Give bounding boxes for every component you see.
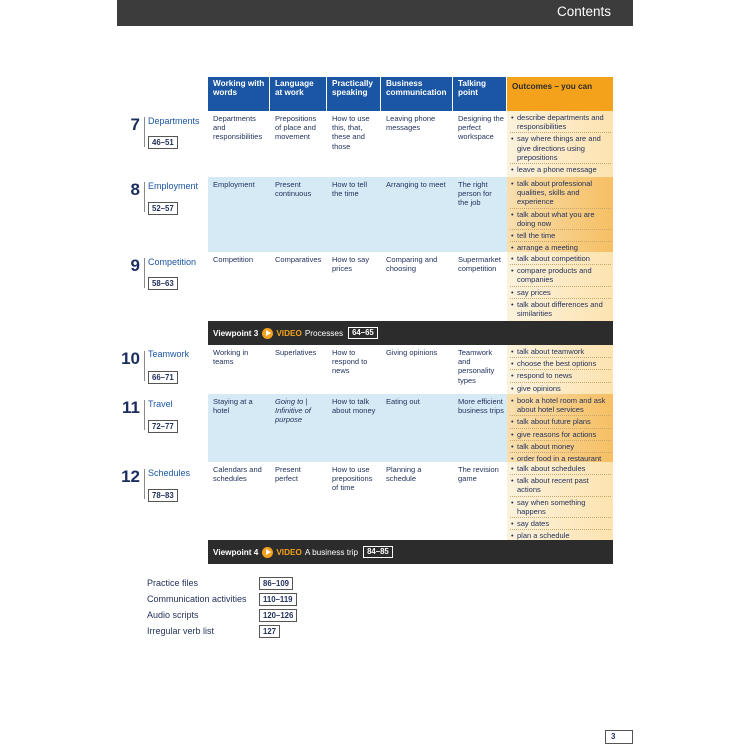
unit-title[interactable]: Teamwork bbox=[148, 349, 190, 359]
outcome-item: • tell the time bbox=[510, 231, 611, 242]
table-cell: Planning a schedule bbox=[381, 462, 453, 540]
outcome-item: • talk about schedules bbox=[510, 464, 611, 475]
outcome-item: • talk about future plans bbox=[510, 417, 611, 428]
outcomes-cell bbox=[507, 462, 613, 540]
outcome-item: • talk about competition bbox=[510, 254, 611, 265]
table-cell: Designing the perfect workspace bbox=[453, 111, 507, 177]
extra-pages[interactable]: 86–109 bbox=[259, 577, 293, 590]
unit-pages[interactable]: 72–77 bbox=[148, 420, 178, 433]
table-cell: Present perfect bbox=[270, 462, 327, 540]
outcome-item: • talk about teamwork bbox=[510, 347, 611, 358]
unit-divider bbox=[144, 469, 145, 499]
table-cell: The revision game bbox=[453, 462, 507, 540]
table-cell: Eating out bbox=[381, 394, 453, 462]
unit-number: 8 bbox=[130, 180, 140, 199]
table-row bbox=[208, 252, 613, 321]
column-header: Working with words bbox=[208, 77, 270, 111]
viewpoint-topic: Processes bbox=[304, 328, 344, 338]
outcome-item: • compare products and companies bbox=[510, 266, 611, 286]
unit-label-10 bbox=[117, 347, 208, 387]
unit-divider bbox=[144, 182, 145, 212]
list-item bbox=[147, 608, 307, 624]
outcome-item: • respond to news bbox=[510, 371, 611, 382]
table-cell: How to use this, that, these and those bbox=[327, 111, 381, 177]
unit-number: 10 bbox=[121, 349, 140, 368]
table-row bbox=[208, 345, 613, 394]
viewpoint-topic: A business trip bbox=[304, 547, 359, 557]
table-cell: Going to | Infinitive of purpose bbox=[270, 394, 327, 462]
unit-divider bbox=[144, 117, 145, 147]
table-cell: Prepositions of place and movement bbox=[270, 111, 327, 177]
viewpoint-bar[interactable] bbox=[208, 321, 613, 345]
column-header: Practically speaking bbox=[327, 77, 381, 111]
outcome-item: • arrange a meeting bbox=[510, 243, 611, 253]
video-label: VIDEO bbox=[276, 328, 302, 338]
outcomes-cell bbox=[507, 394, 613, 462]
extra-label[interactable]: Irregular verb list bbox=[147, 626, 215, 636]
outcome-item: • choose the best options bbox=[510, 359, 611, 370]
extra-pages[interactable]: 120–126 bbox=[259, 609, 297, 622]
outcome-item: • say where things are and give directions using prepositions bbox=[510, 134, 611, 164]
table-cell: How to talk about money bbox=[327, 394, 381, 462]
contents-table bbox=[208, 77, 613, 564]
table-cell: How to tell the time bbox=[327, 177, 381, 252]
table-row bbox=[208, 462, 613, 540]
unit-label-9 bbox=[117, 254, 208, 294]
table-cell: Supermarket competition bbox=[453, 252, 507, 321]
table-cell: Comparing and choosing bbox=[381, 252, 453, 321]
unit-label-7 bbox=[117, 113, 208, 153]
column-header: Talking point bbox=[453, 77, 507, 111]
list-item bbox=[147, 592, 307, 608]
table-cell: Present continuous bbox=[270, 177, 327, 252]
outcomes-cell bbox=[507, 252, 613, 321]
table-cell: The right person for the job bbox=[453, 177, 507, 252]
table-cell: Teamwork and personality types bbox=[453, 345, 507, 394]
header-bar bbox=[117, 0, 633, 26]
unit-divider bbox=[144, 258, 145, 288]
list-item bbox=[147, 576, 307, 592]
unit-number: 7 bbox=[130, 115, 140, 134]
page-title: Contents bbox=[556, 4, 611, 19]
unit-title[interactable]: Employment bbox=[148, 181, 199, 191]
unit-title[interactable]: Competition bbox=[148, 257, 197, 267]
unit-number: 9 bbox=[130, 256, 140, 275]
outcome-item: • talk about recent past actions bbox=[510, 476, 611, 496]
outcome-item: • give opinions bbox=[510, 384, 611, 394]
outcomes-cell bbox=[507, 111, 613, 177]
outcome-item: • plan a schedule bbox=[510, 531, 611, 541]
table-cell: Giving opinions bbox=[381, 345, 453, 394]
outcome-item: • talk about differences and similarities bbox=[510, 300, 611, 319]
unit-number: 12 bbox=[121, 467, 140, 486]
table-cell: Superlatives bbox=[270, 345, 327, 394]
table-cell: Comparatives bbox=[270, 252, 327, 321]
extra-pages[interactable]: 110–119 bbox=[259, 593, 297, 606]
outcomes-cell bbox=[507, 177, 613, 252]
table-cell: How to use prepositions of time bbox=[327, 462, 381, 540]
outcome-item: • order food in a restaurant bbox=[510, 454, 611, 464]
viewpoint-bar[interactable] bbox=[208, 540, 613, 564]
unit-divider bbox=[144, 351, 145, 381]
outcome-item: • talk about professional qualities, skills and experience bbox=[510, 179, 611, 209]
viewpoint-pages[interactable]: 64–65 bbox=[348, 327, 378, 339]
table-cell: Arranging to meet bbox=[381, 177, 453, 252]
column-header: Business communication bbox=[381, 77, 453, 111]
unit-divider bbox=[144, 400, 145, 430]
outcome-item: • say prices bbox=[510, 288, 611, 299]
table-cell: Employment bbox=[208, 177, 270, 252]
unit-pages[interactable]: 58–63 bbox=[148, 277, 178, 290]
unit-pages[interactable]: 78–83 bbox=[148, 489, 178, 502]
unit-label-8 bbox=[117, 178, 208, 218]
unit-label-12 bbox=[117, 465, 208, 505]
outcome-item: • leave a phone message bbox=[510, 165, 611, 175]
table-cell: How to respond to news bbox=[327, 345, 381, 394]
table-cell: Staying at a hotel bbox=[208, 394, 270, 462]
page-number: 3 bbox=[605, 730, 633, 744]
play-icon[interactable] bbox=[262, 547, 273, 558]
list-item bbox=[147, 624, 307, 640]
table-cell: How to say prices bbox=[327, 252, 381, 321]
table-cell: Leaving phone messages bbox=[381, 111, 453, 177]
extra-label[interactable]: Audio scripts bbox=[147, 610, 199, 620]
table-cell: Departments and responsibilities bbox=[208, 111, 270, 177]
viewpoint-pages[interactable]: 84–85 bbox=[363, 546, 393, 558]
outcome-item: • talk about money bbox=[510, 442, 611, 453]
outcome-item: • describe departments and responsibilities bbox=[510, 113, 611, 133]
viewpoint-title: Viewpoint 3 bbox=[213, 328, 259, 338]
table-row bbox=[208, 394, 613, 462]
unit-number: 11 bbox=[122, 398, 140, 417]
outcome-item: • give reasons for actions bbox=[510, 430, 611, 441]
table-row bbox=[208, 111, 613, 177]
unit-label-11 bbox=[117, 396, 208, 436]
table-cell: More efficient business trips bbox=[453, 394, 507, 462]
extra-pages[interactable]: 127 bbox=[259, 625, 280, 638]
unit-pages[interactable]: 52–57 bbox=[148, 202, 178, 215]
unit-title[interactable]: Travel bbox=[148, 399, 173, 409]
extra-label[interactable]: Practice files bbox=[147, 578, 199, 588]
play-icon[interactable] bbox=[262, 328, 273, 339]
unit-title[interactable]: Schedules bbox=[148, 468, 191, 478]
outcome-item: • say dates bbox=[510, 519, 611, 530]
column-header-outcomes: Outcomes – you can bbox=[507, 77, 613, 111]
table-cell: Working in teams bbox=[208, 345, 270, 394]
extras-list bbox=[147, 576, 307, 640]
extra-label[interactable]: Communication activities bbox=[147, 594, 247, 604]
video-label: VIDEO bbox=[276, 547, 302, 557]
outcome-item: • book a hotel room and ask about hotel services bbox=[510, 396, 611, 416]
table-header bbox=[208, 77, 613, 111]
unit-pages[interactable]: 66–71 bbox=[148, 371, 178, 384]
table-cell: Competition bbox=[208, 252, 270, 321]
viewpoint-title: Viewpoint 4 bbox=[213, 547, 259, 557]
outcome-item: • talk about what you are doing now bbox=[510, 210, 611, 230]
outcomes-cell bbox=[507, 345, 613, 394]
unit-pages[interactable]: 46–51 bbox=[148, 136, 178, 149]
unit-title[interactable]: Departments bbox=[148, 116, 200, 126]
table-cell: Calendars and schedules bbox=[208, 462, 270, 540]
table-row bbox=[208, 177, 613, 252]
contents-page bbox=[117, 0, 633, 750]
outcome-item: • say when something happens bbox=[510, 498, 611, 518]
column-header: Language at work bbox=[270, 77, 327, 111]
